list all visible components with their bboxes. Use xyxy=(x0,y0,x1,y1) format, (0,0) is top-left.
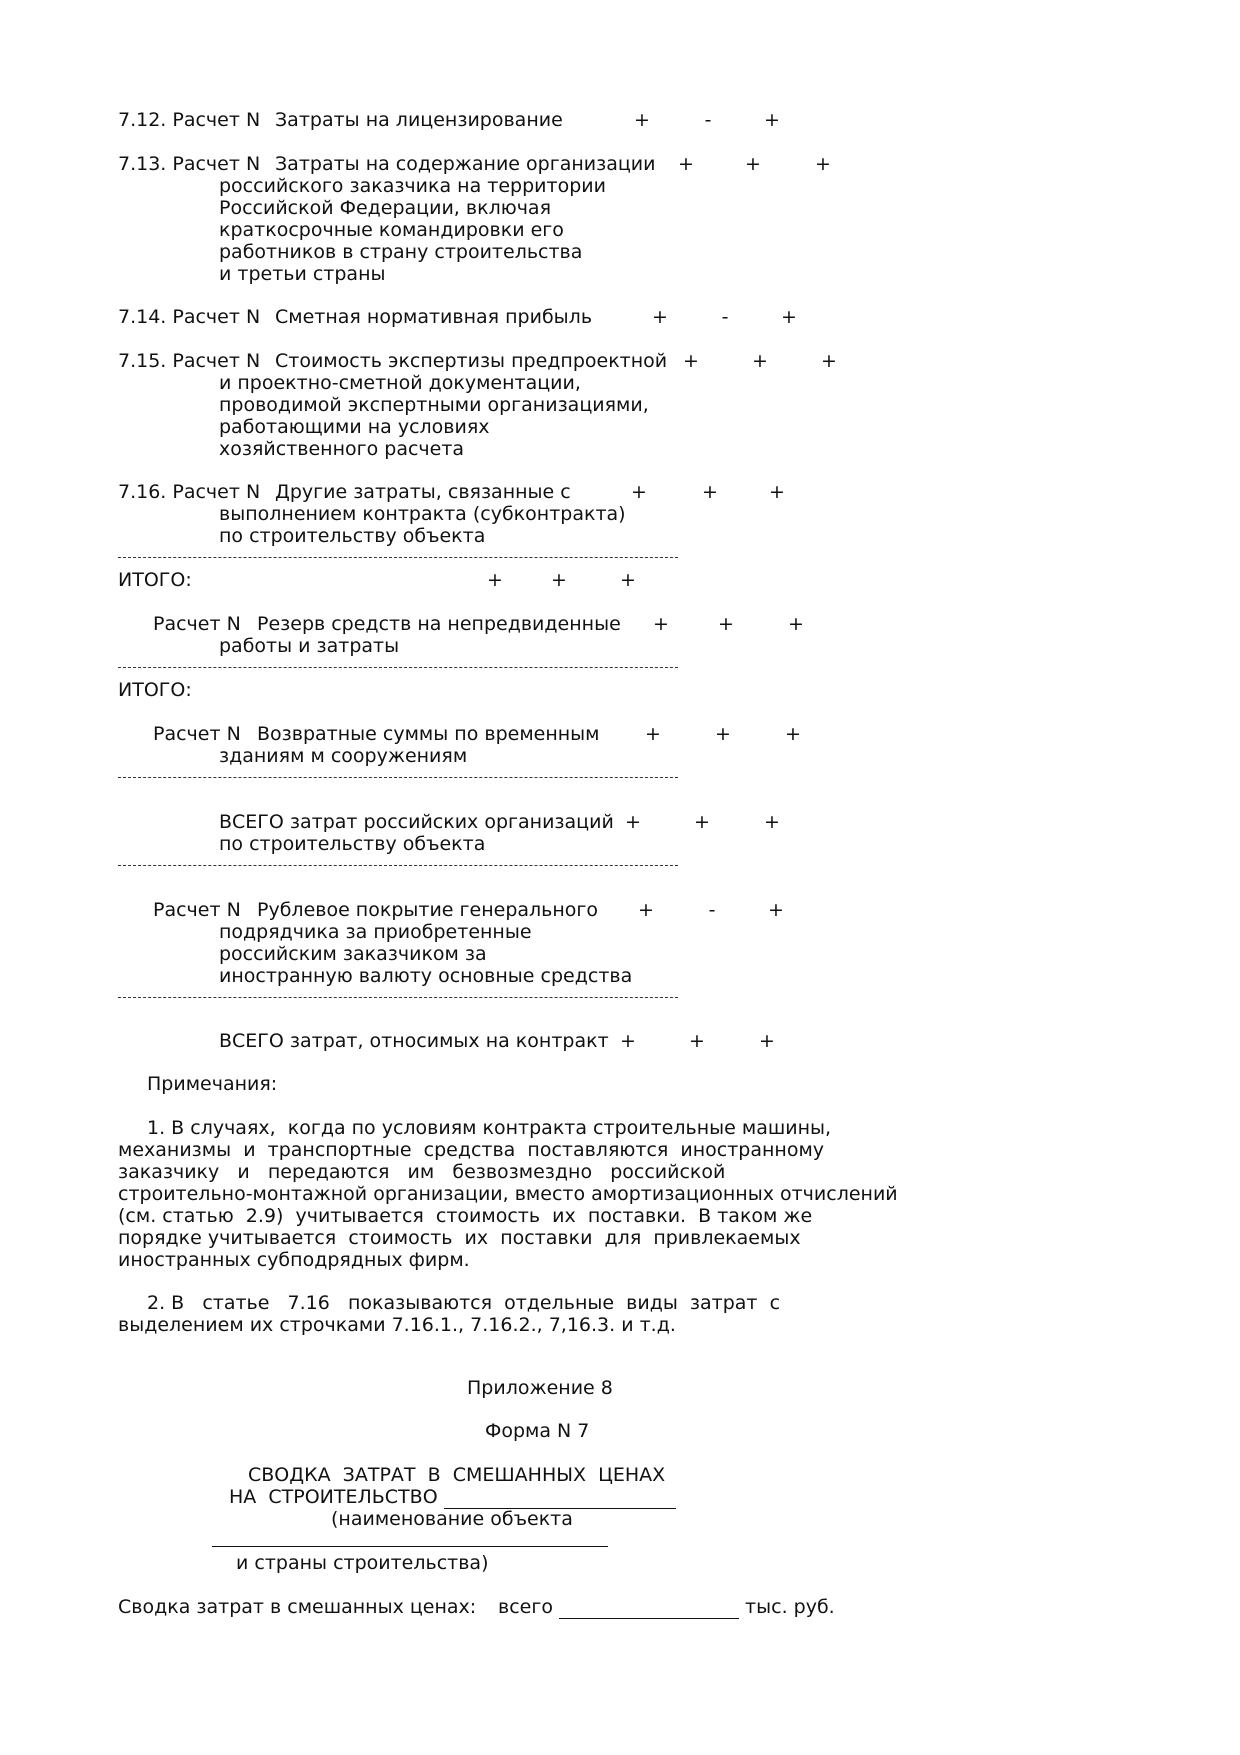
mark-col1: + xyxy=(652,306,668,328)
mark-col3: + xyxy=(821,350,837,372)
row-text-line: по строительству объекта xyxy=(219,525,486,547)
row-text-line: Резерв средств на непредвиденные xyxy=(257,613,621,635)
mark-col2: + xyxy=(718,613,734,635)
mark-col2: + xyxy=(689,1030,705,1052)
row-text-line: российского заказчика на территории xyxy=(219,175,606,197)
mark-col1: + xyxy=(487,569,503,591)
separator-line xyxy=(118,777,678,778)
row-text-line: Стоимость экспертизы предпроектной xyxy=(275,350,668,372)
row-text-line: российским заказчиком за xyxy=(219,943,487,965)
total-label: ИТОГО: xyxy=(118,679,192,701)
note-line: заказчику и передаются им безвозмездно российской xyxy=(118,1161,726,1183)
note-line: порядке учитывается стоимость их поставки для привлекаемых xyxy=(118,1227,801,1249)
note-line: 1. В случаях, когда по условиям контракта строительные машины, xyxy=(147,1117,832,1139)
row-number: 7.12. Расчет N xyxy=(118,109,261,131)
object-caption: (наименование объекта xyxy=(331,1508,573,1530)
row-number: 7.14. Расчет N xyxy=(118,306,261,328)
row-text-line: Сметная нормативная прибыль xyxy=(275,306,593,328)
mark-col2: + xyxy=(551,569,567,591)
summary-label: Сводка затрат в смешанных ценах: xyxy=(118,1596,477,1618)
document-title: СВОДКА ЗАТРАТ В СМЕШАННЫХ ЦЕНАХ xyxy=(248,1464,666,1486)
mark-col1: + xyxy=(625,811,641,833)
note-line: иностранных субподрядных фирм. xyxy=(118,1249,470,1271)
mark-col1: + xyxy=(631,481,647,503)
total-amount-blank xyxy=(559,1596,739,1619)
note-line: 2. В статье 7.16 показываются отдельные виды затрат с xyxy=(147,1292,781,1314)
total-label: ИТОГО: xyxy=(118,569,192,591)
mark-col3: + xyxy=(781,306,797,328)
row-text-line: работающими на условиях xyxy=(219,416,490,438)
mark-col2: + xyxy=(752,350,768,372)
mark-col2: - xyxy=(704,109,712,131)
row-number: Расчет N xyxy=(153,899,241,921)
mark-col3: + xyxy=(764,811,780,833)
form-label: Форма N 7 xyxy=(485,1420,590,1442)
row-text-line: Возвратные суммы по временным xyxy=(257,723,600,745)
mark-col3: + xyxy=(785,723,801,745)
row-number: Расчет N xyxy=(153,723,241,745)
object-name-blank xyxy=(444,1486,676,1509)
row-text-line: проводимой экспертными организациями, xyxy=(219,394,649,416)
mark-col1: + xyxy=(653,613,669,635)
note-line: выделением их строчками 7.16.1., 7.16.2., 7,16.3. и т.д. xyxy=(118,1314,676,1336)
row-text-line: Рублевое покрытие генерального xyxy=(257,899,599,921)
mark-col2: + xyxy=(702,481,718,503)
row-text-line: работников в страну строительства xyxy=(219,241,583,263)
notes-heading: Примечания: xyxy=(147,1073,278,1095)
row-text-line: краткосрочные командировки его xyxy=(219,219,564,241)
row-text-line: и третьи страны xyxy=(219,263,386,285)
row-text-line: зданиям м сооружениям xyxy=(219,745,468,767)
mark-col2: + xyxy=(694,811,710,833)
mark-col1: + xyxy=(678,153,694,175)
row-text-line: Российской Федерации, включая xyxy=(219,197,551,219)
row-number: Расчет N xyxy=(153,613,241,635)
document-title-line2: НА СТРОИТЕЛЬСТВО xyxy=(229,1486,676,1509)
mark-col1: + xyxy=(634,109,650,131)
mark-col1: + xyxy=(645,723,661,745)
mark-col2: + xyxy=(745,153,761,175)
mark-col1: + xyxy=(638,899,654,921)
row-text-line: подрядчика за приобретенные xyxy=(219,921,532,943)
mark-col3: + xyxy=(764,109,780,131)
row-text-line: выполнением контракта (субконтракта) xyxy=(219,503,626,525)
mark-col1: + xyxy=(683,350,699,372)
separator-line xyxy=(118,557,678,558)
row-text-line: Другие затраты, связанные с xyxy=(275,481,571,503)
separator-line xyxy=(118,667,678,668)
mark-col3: + xyxy=(768,899,784,921)
mark-col1: + xyxy=(620,1030,636,1052)
country-blank-line xyxy=(212,1546,608,1547)
mark-col3: + xyxy=(759,1030,775,1052)
note-line: механизмы и транспортные средства поставляются иностранному xyxy=(118,1139,825,1161)
row-text-line: работы и затраты xyxy=(219,635,400,657)
row-text-line: иностранную валюту основные средства xyxy=(219,965,633,987)
mark-col2: - xyxy=(721,306,729,328)
row-number: 7.15. Расчет N xyxy=(118,350,261,372)
row-text-line: ВСЕГО затрат российских организаций xyxy=(219,811,614,833)
mark-col2: + xyxy=(715,723,731,745)
summary-total-line: всего тыс. руб. xyxy=(498,1596,835,1618)
note-line: (см. статью 2.9) учитывается стоимость их поставки. В таком же xyxy=(118,1205,813,1227)
mark-col3: + xyxy=(815,153,831,175)
row-number: 7.16. Расчет N xyxy=(118,481,261,503)
row-text-line: ВСЕГО затрат, относимых на контракт xyxy=(219,1030,609,1052)
row-text-line: хозяйственного расчета xyxy=(219,438,465,460)
row-text-line: Затраты на содержание организации xyxy=(275,153,656,175)
row-text-line: и проектно-сметной документации, xyxy=(219,372,581,394)
separator-line xyxy=(118,997,678,998)
mark-col3: + xyxy=(769,481,785,503)
note-line: строительно-монтажной организации, вместо амортизационных отчислений xyxy=(118,1183,898,1205)
mark-col3: + xyxy=(788,613,804,635)
mark-col3: + xyxy=(620,569,636,591)
separator-line xyxy=(118,865,678,866)
row-text-line: по строительству объекта xyxy=(219,833,486,855)
row-number: 7.13. Расчет N xyxy=(118,153,261,175)
appendix-label: Приложение 8 xyxy=(467,1377,613,1399)
country-caption: и страны строительства) xyxy=(236,1552,489,1574)
row-text-line: Затраты на лицензирование xyxy=(275,109,563,131)
mark-col2: - xyxy=(708,899,716,921)
